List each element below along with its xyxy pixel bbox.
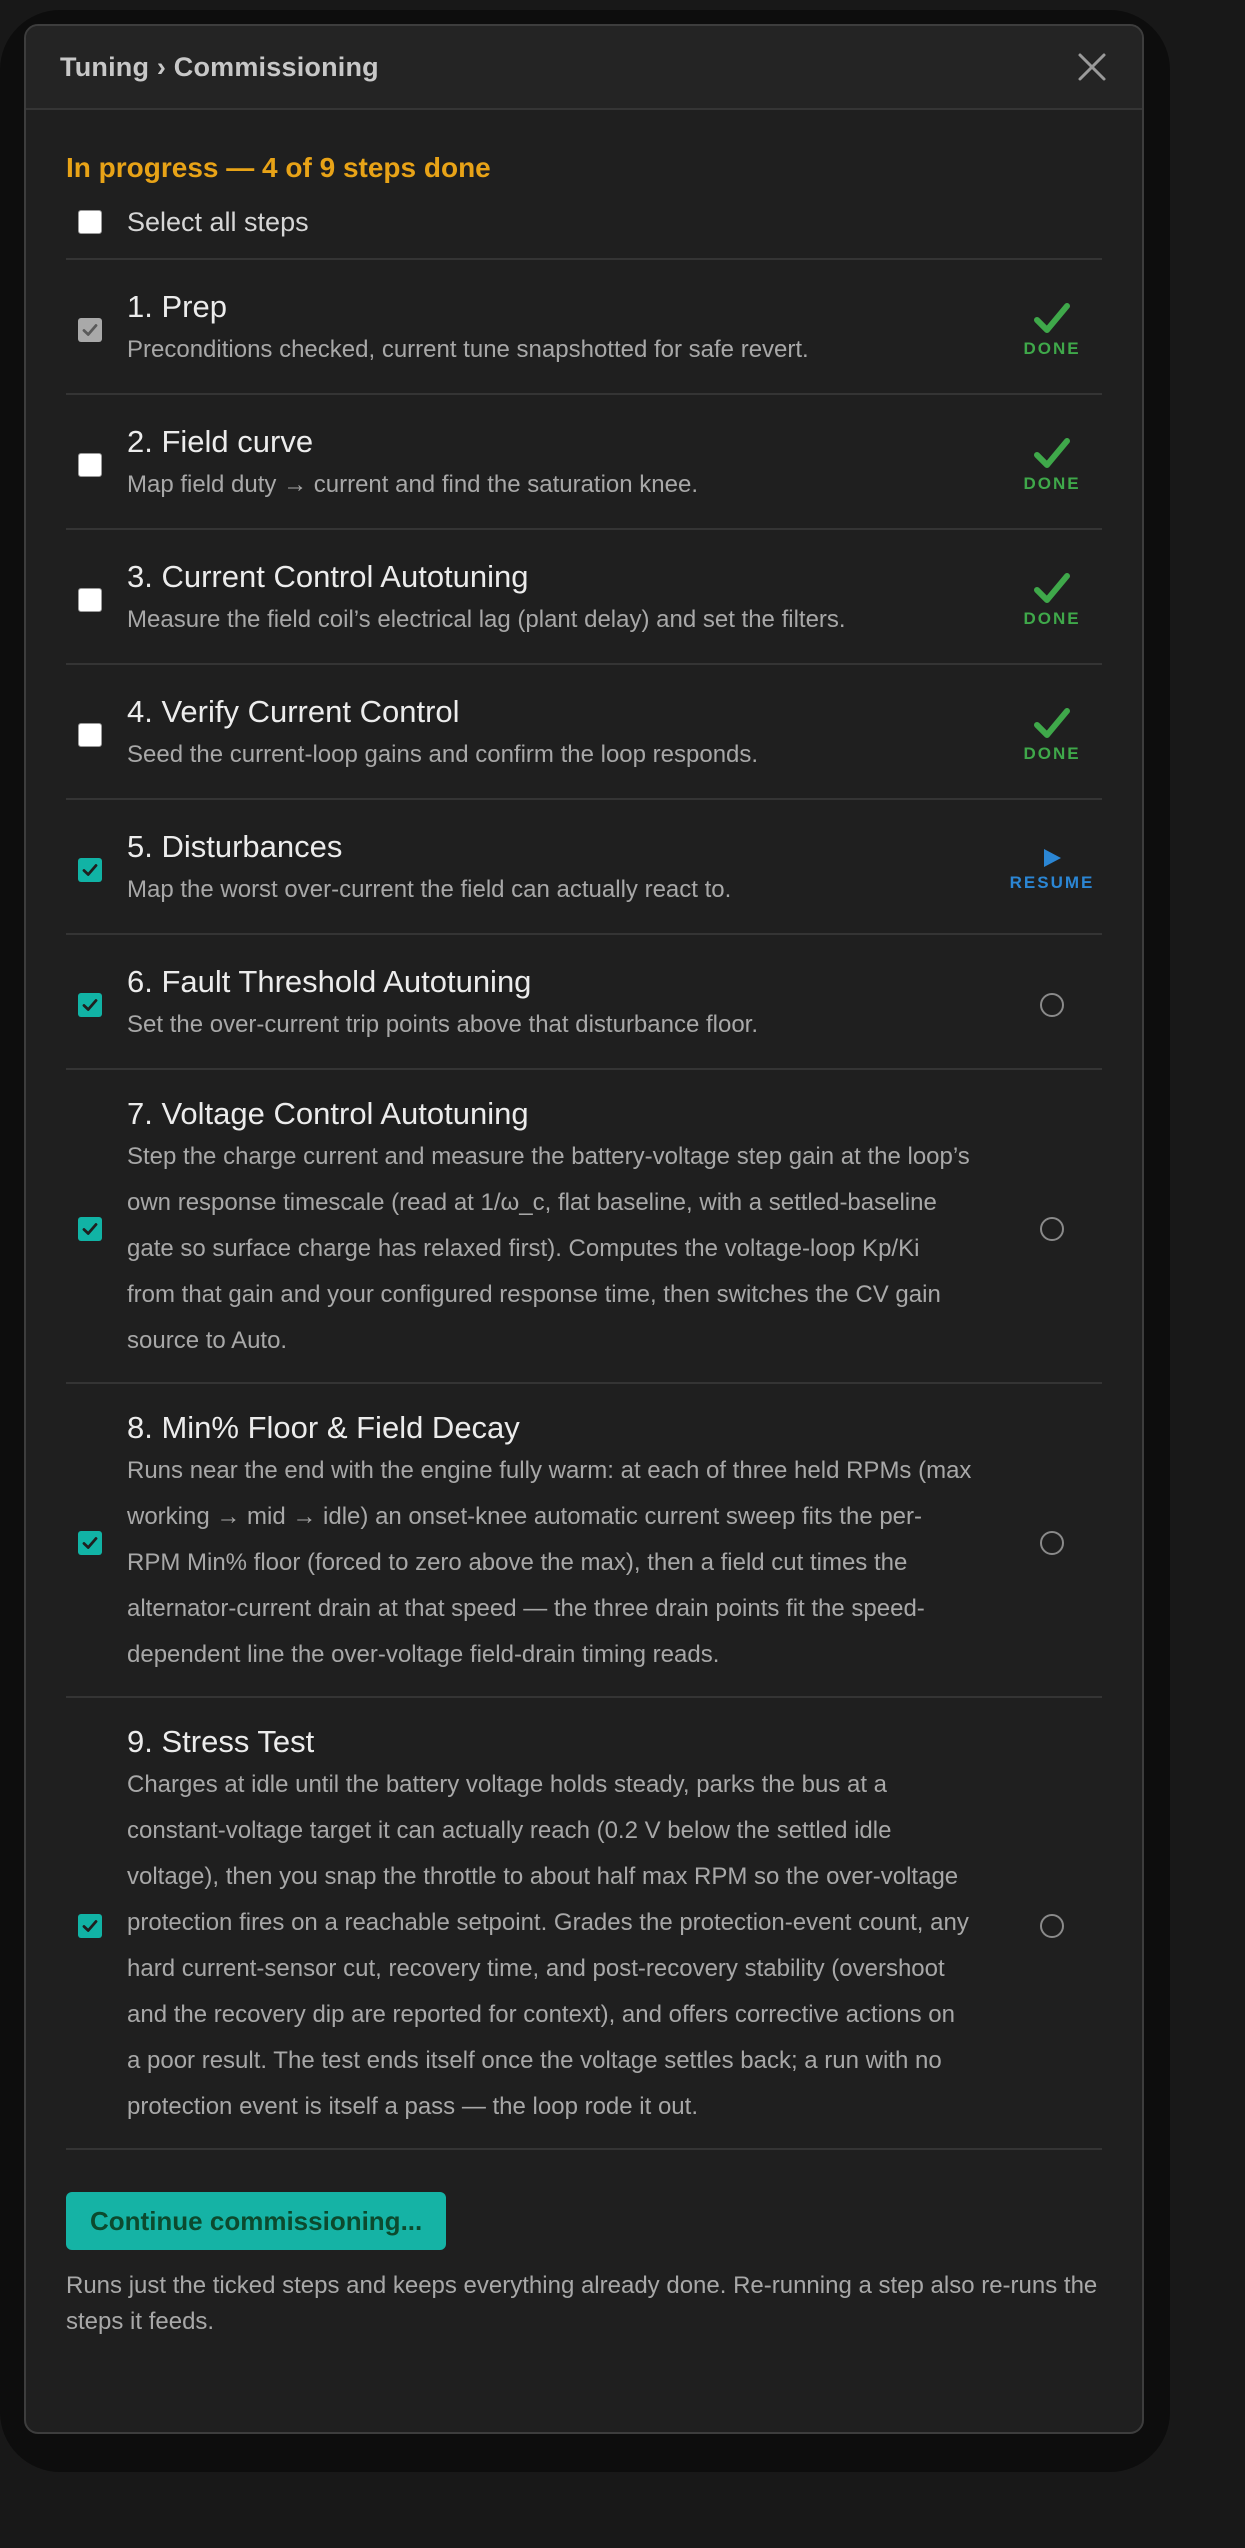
step-name: 4. Verify Current Control bbox=[127, 693, 460, 729]
step-name: 3. Current Control Autotuning bbox=[127, 558, 529, 594]
progress-status: In progress — 4 of 9 steps done bbox=[66, 152, 491, 183]
step-checkbox[interactable] bbox=[78, 858, 102, 882]
step-description: Step the charge current and measure the battery-voltage step gain at the loop’s own response timescale (read at 1/ω_c, flat baseline, with a settled-baseline gate so surface charge has relaxed first). Computes the voltage-loop Kp/Ki from that gain and your configured response time, then switches the CV gain source to Auto. bbox=[127, 1143, 970, 1354]
close-icon bbox=[1077, 52, 1107, 82]
step-name: 9. Stress Test bbox=[127, 1724, 315, 1759]
pending-icon bbox=[1040, 1531, 1064, 1555]
step-checkbox[interactable] bbox=[78, 453, 102, 477]
step-row bbox=[66, 800, 1102, 935]
done-check-icon bbox=[1032, 706, 1072, 742]
step-name: 6. Fault Threshold Autotuning bbox=[127, 963, 532, 999]
step-row bbox=[66, 1070, 1102, 1384]
done-label: DONE bbox=[1023, 608, 1081, 628]
step-status bbox=[1002, 571, 1102, 629]
step-name: 7. Voltage Control Autotuning bbox=[127, 1096, 529, 1131]
step-row bbox=[66, 530, 1102, 665]
done-label: DONE bbox=[1023, 338, 1081, 358]
step-checkbox[interactable] bbox=[78, 993, 102, 1017]
pending-icon bbox=[1040, 1914, 1064, 1938]
step-checkbox bbox=[78, 318, 102, 342]
commissioning-dialog bbox=[24, 24, 1144, 2434]
dialog-content bbox=[26, 110, 1142, 2340]
done-check-icon bbox=[1032, 301, 1072, 337]
step-row bbox=[66, 1384, 1102, 1698]
step-description: Charges at idle until the battery voltage holds steady, parks the bus at a constant-voltage target it can actually reach (0.2 V below the settled idle voltage), then you snap the throttle to about half max RPM so the over-voltage protection fires on a reachable setpoint. Grades the protection-event count, any hard current-sensor cut, recovery time, and post-recovery stability (overshoot and the recovery dip are reported for context), and offers corrective actions on a poor result. The test ends itself once the voltage settles back; a run with no protection event is itself a pass — the loop rode it out. bbox=[127, 1771, 969, 2120]
step-checkbox[interactable] bbox=[78, 1531, 102, 1555]
done-label: DONE bbox=[1023, 743, 1081, 763]
close-button[interactable] bbox=[1072, 47, 1112, 87]
step-status bbox=[1002, 1531, 1102, 1555]
step-status bbox=[1002, 847, 1102, 893]
dialog-titlebar bbox=[26, 26, 1142, 110]
step-description: Runs near the end with the engine fully warm: at each of three held RPMs (max working → mid → idle) an onset-knee automatic current sweep fits the per-RPM Min% floor (forced to zero above the max), then a field cut times the alternator-current drain at that speed — the three drain points fit the speed-dependent line the over-voltage field-drain timing reads. bbox=[127, 1457, 972, 1668]
pending-icon bbox=[1040, 1217, 1064, 1241]
footnote: Runs just the ticked steps and keeps everything already done. Re-running a step also re-runs the steps it feeds. bbox=[66, 2272, 1098, 2335]
breadcrumb: Tuning › Commissioning bbox=[60, 51, 379, 82]
step-name: 8. Min% Floor & Field Decay bbox=[127, 1410, 520, 1445]
select-all-checkbox[interactable] bbox=[78, 210, 102, 234]
step-checkbox[interactable] bbox=[78, 723, 102, 747]
step-description: Map field duty → current and find the saturation knee. bbox=[127, 470, 698, 498]
step-status bbox=[1002, 436, 1102, 494]
continue-commissioning-button[interactable]: Continue commissioning... bbox=[66, 2192, 446, 2250]
done-label: DONE bbox=[1023, 473, 1081, 493]
step-name: 5. Disturbances bbox=[127, 828, 343, 864]
step-row bbox=[66, 395, 1102, 530]
step-row bbox=[66, 665, 1102, 800]
step-description: Map the worst over-current the field can actually react to. bbox=[127, 875, 732, 903]
done-check-icon bbox=[1032, 571, 1072, 607]
step-checkbox[interactable] bbox=[78, 1217, 102, 1241]
select-all-row[interactable] bbox=[66, 186, 1102, 260]
step-status bbox=[1002, 706, 1102, 764]
step-status bbox=[1002, 1217, 1102, 1241]
resume-label: RESUME bbox=[1009, 872, 1095, 892]
step-list bbox=[66, 260, 1102, 2150]
step-name: 1. Prep bbox=[127, 288, 227, 324]
step-description: Preconditions checked, current tune snapshotted for safe revert. bbox=[127, 335, 809, 363]
step-row bbox=[66, 1698, 1102, 2150]
step-checkbox[interactable] bbox=[78, 588, 102, 612]
select-all-label: Select all steps bbox=[127, 206, 309, 237]
step-description: Set the over-current trip points above that disturbance floor. bbox=[127, 1010, 759, 1038]
step-status bbox=[1002, 993, 1102, 1017]
step-checkbox[interactable] bbox=[78, 1914, 102, 1938]
step-name: 2. Field curve bbox=[127, 423, 314, 459]
step-status bbox=[1002, 1914, 1102, 1938]
resume-button[interactable] bbox=[1010, 847, 1095, 893]
step-row bbox=[66, 260, 1102, 395]
step-description: Measure the field coil’s electrical lag (plant delay) and set the filters. bbox=[127, 605, 846, 633]
step-description: Seed the current-loop gains and confirm the loop responds. bbox=[127, 740, 759, 768]
step-row bbox=[66, 935, 1102, 1070]
play-icon bbox=[1041, 847, 1063, 869]
pending-icon bbox=[1040, 993, 1064, 1017]
step-status bbox=[1002, 301, 1102, 359]
done-check-icon bbox=[1032, 436, 1072, 472]
